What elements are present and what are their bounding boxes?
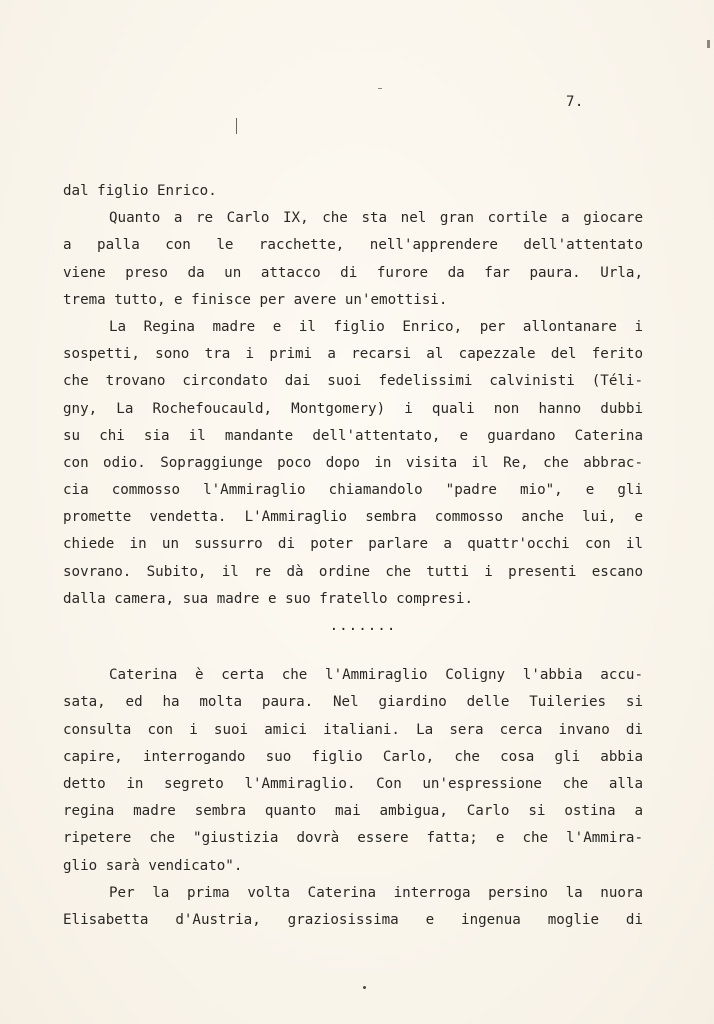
text-line: Caterina è certa che l'Ammiraglio Coligny l'abbia accu-: [109, 667, 643, 684]
text-line: che trovano circondato dai suoi fedelissimi calvinisti (Téli-: [63, 373, 643, 390]
paper-mark: [236, 118, 237, 134]
text-line: con odio. Sopraggiunge poco dopo in visita il Re, che abbrac-: [63, 454, 643, 471]
text-line: chiede in un sussurro di poter parlare a quattr'occhi con il: [63, 536, 643, 553]
text-line: cia commosso l'Ammiraglio chiamandolo "padre mio", e gli: [63, 482, 643, 499]
text-line: trema tutto, e finisce per avere un'emottisi.: [63, 291, 448, 308]
text-line: a palla con le racchette, nell'apprendere dell'attentato: [63, 237, 643, 254]
text-line: consulta con i suoi amici italiani. La sera cerca invano di: [63, 721, 643, 738]
text-line: regina madre sembra quanto mai ambigua, Carlo si ostina a: [63, 803, 643, 820]
text-line: sovrano. Subito, il re dà ordine che tutti i presenti escano: [63, 563, 643, 580]
text-line: glio sarà vendicato".: [63, 857, 243, 874]
text-line: Quanto a re Carlo IX, che sta nel gran cortile a giocare: [109, 210, 643, 227]
text-line: dal figlio Enrico.: [63, 183, 217, 199]
text-line: detto in segreto l'Ammiraglio. Con un'espressione che alla: [63, 775, 643, 792]
body-text: [63, 178, 643, 934]
text-line: capire, interrogando suo figlio Carlo, che cosa gli abbia: [63, 748, 643, 765]
text-line: su chi sia il mandante dell'attentato, e guardano Caterina: [63, 427, 643, 444]
paper-mark: [707, 40, 710, 48]
text-line: sospetti, sono tra i primi a recarsi al capezzale del ferito: [63, 346, 643, 363]
text-line: dalla camera, sua madre e suo fratello compresi.: [63, 590, 473, 607]
text-line: viene preso da un attacco di furore da far paura. Urla,: [63, 264, 643, 281]
page-number: 7.: [566, 94, 584, 110]
text-line: Per la prima volta Caterina interroga persino la nuora: [109, 884, 643, 901]
paper-mark: [378, 88, 382, 89]
section-separator: .......: [329, 618, 397, 634]
text-line: sata, ed ha molta paura. Nel giardino delle Tuileries si: [63, 694, 643, 711]
text-line: gny, La Rochefoucauld, Montgomery) i quali non hanno dubbi: [63, 400, 643, 417]
text-line: La Regina madre e il figlio Enrico, per allontanare i: [109, 318, 643, 335]
paper-mark: [363, 986, 366, 989]
paragraph-gap: [63, 640, 643, 662]
text-line: Elisabetta d'Austria, graziosissima e ingenua moglie di: [63, 911, 643, 928]
text-line: promette vendetta. L'Ammiraglio sembra commosso anche lui, e: [63, 509, 643, 526]
text-line: ripetere che "giustizia dovrà essere fatta; e che l'Ammira-: [63, 830, 643, 847]
